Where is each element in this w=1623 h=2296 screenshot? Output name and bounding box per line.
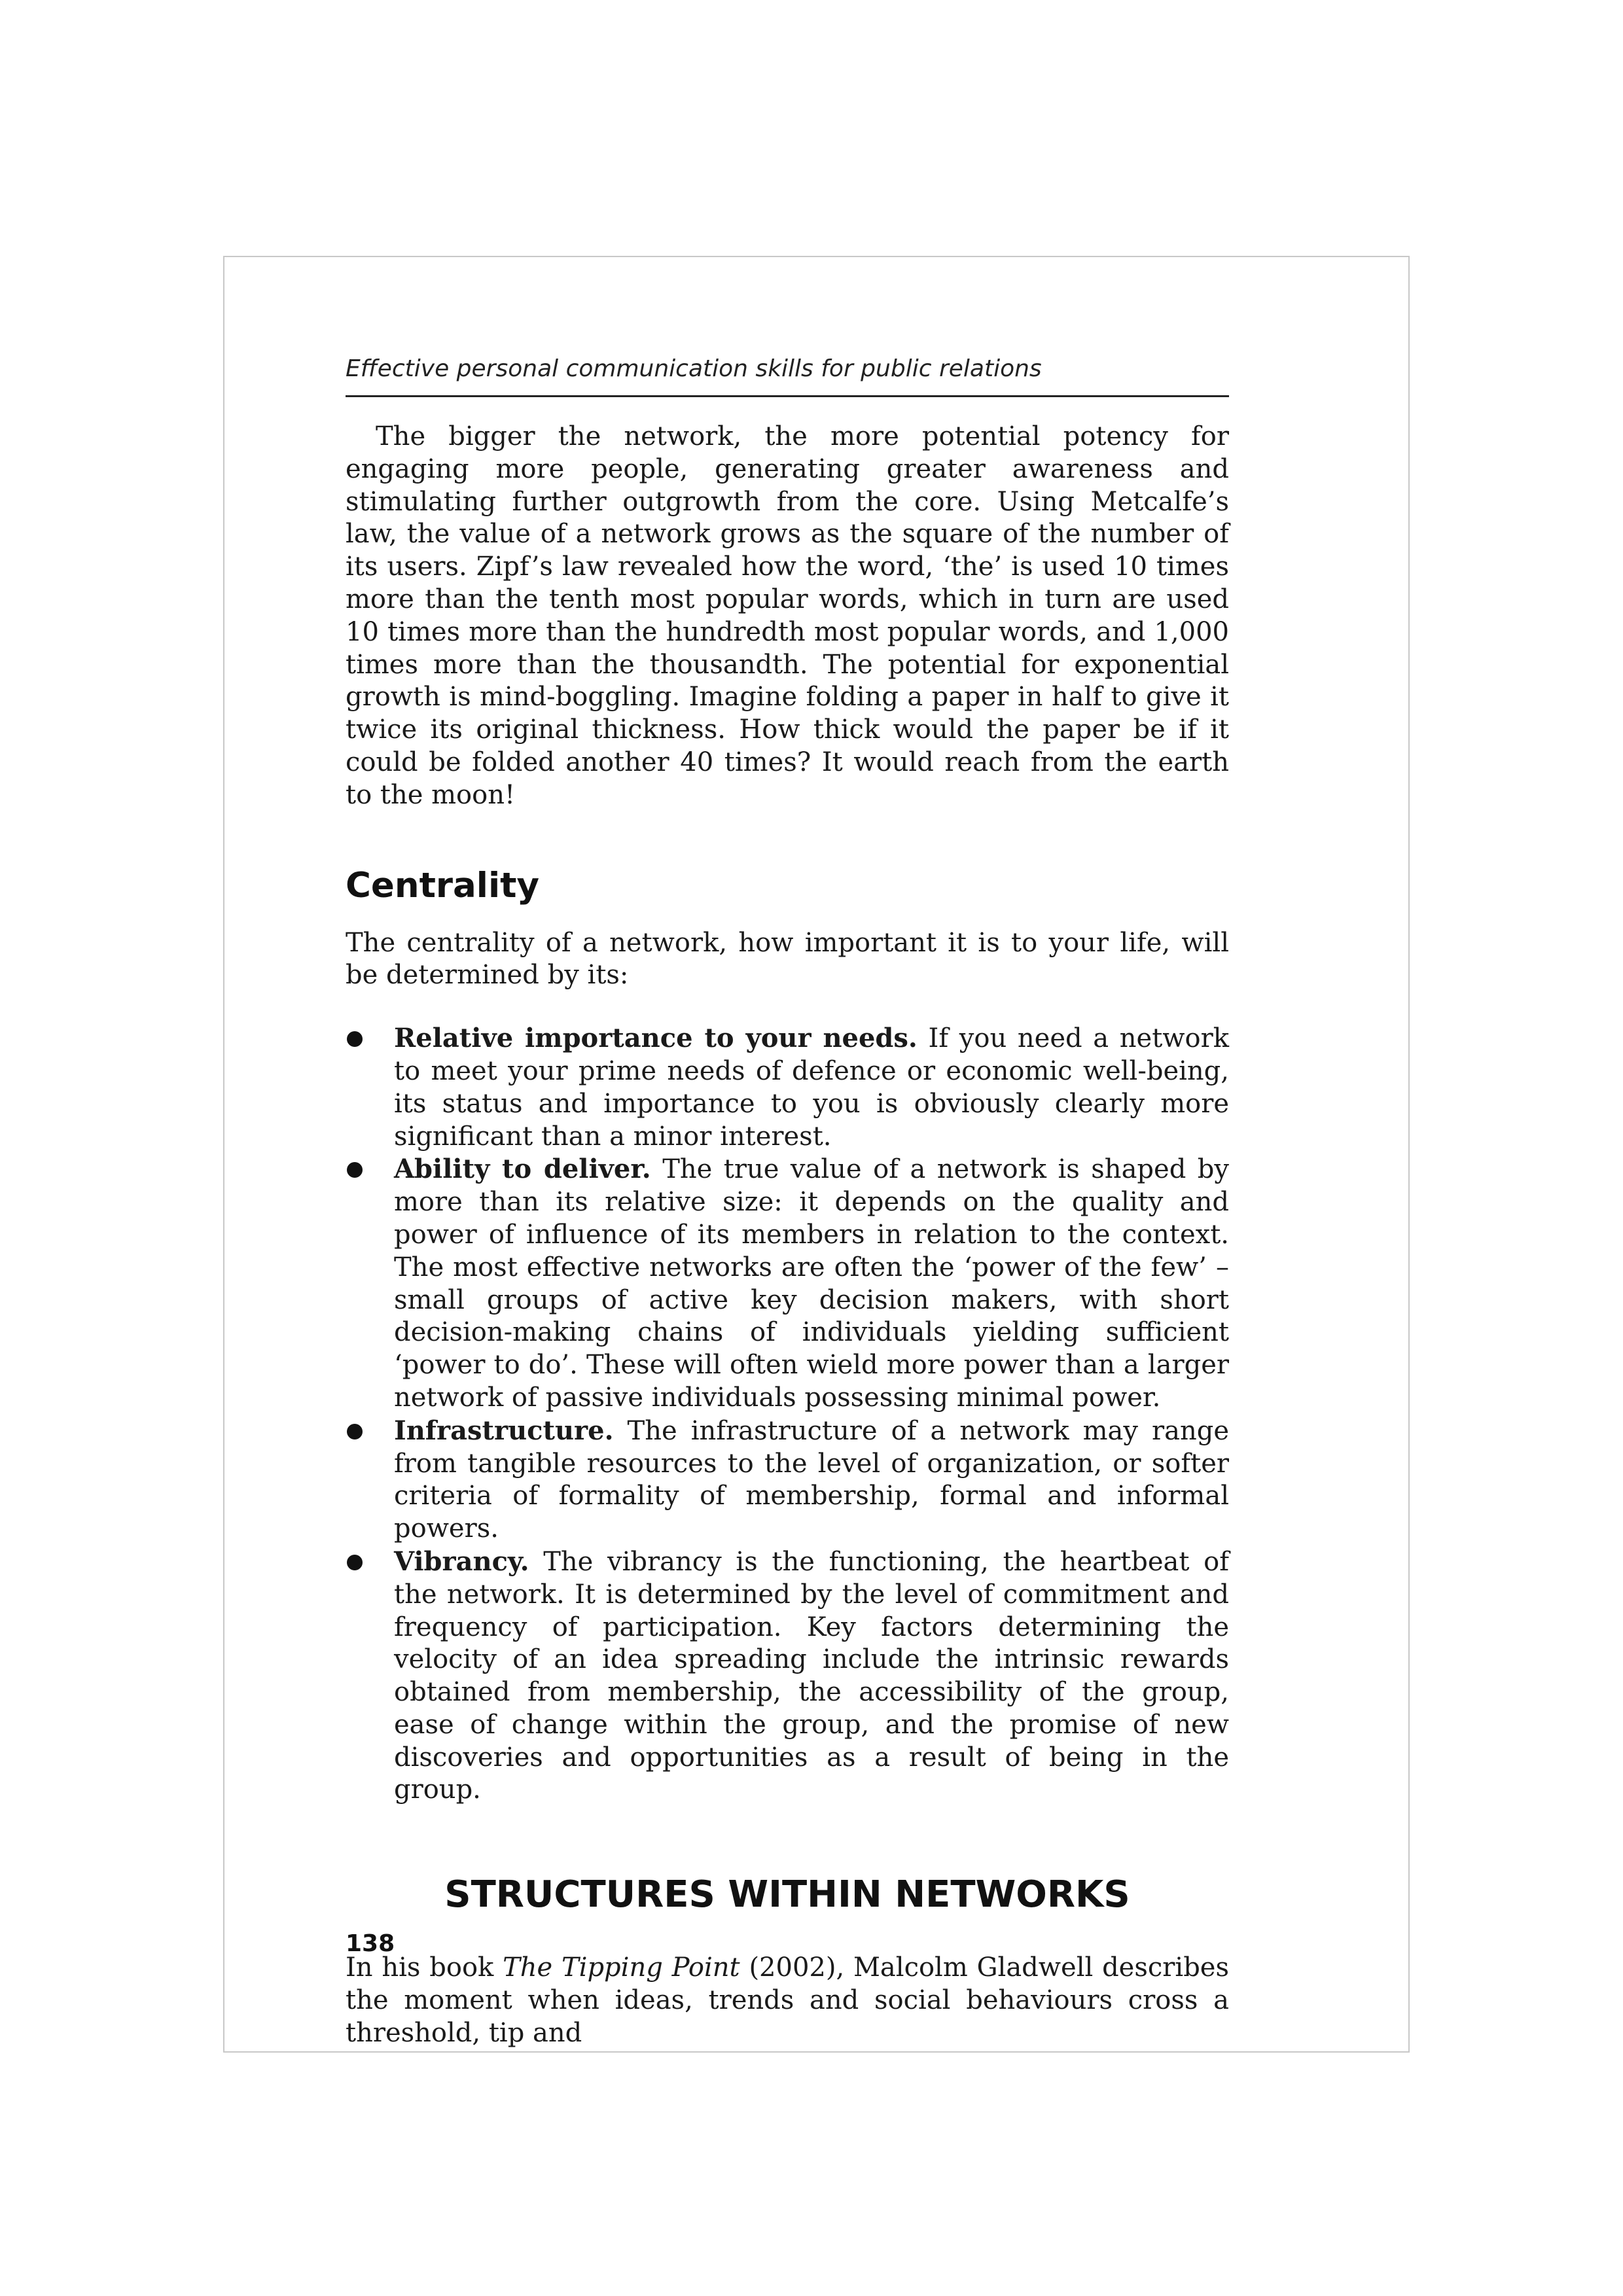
bullet-lead: Vibrancy.: [394, 1545, 529, 1577]
bullet-lead: Infrastructure.: [394, 1415, 614, 1446]
bullet-item: [346, 1022, 1229, 1153]
centrality-intro: The centrality of a network, how important it is to your life, will be determined by its:: [346, 927, 1229, 991]
bullet-lead: Ability to deliver.: [394, 1154, 651, 1185]
section-heading-centrality: Centrality: [346, 865, 540, 906]
bullet-item: [346, 1415, 1229, 1545]
bullet-text: The true value of a network is shaped by more than its relative size: it depends on the quality and power of influence of its members in relation to the context. The most effective networks are often the ‘power of the few’ – small groups of active key decision makers, with short decision-making chains of individuals yielding sufficient ‘power to do’. These will often wield more power than a larger network of passive individuals possessing minimal power.: [394, 1154, 1229, 1413]
structures-paragraph: [346, 1952, 1229, 2049]
centrality-bullet-list: [346, 1022, 1229, 1807]
page-number: 138: [346, 1930, 395, 1957]
page-content: [346, 352, 1229, 2050]
section-heading-structures: STRUCTURES WITHIN NETWORKS: [444, 1873, 1130, 1916]
book-title: The Tipping Point: [503, 1952, 740, 1983]
bullet-dot-icon: [347, 1555, 363, 1570]
bullet-lead: Relative importance to your needs.: [394, 1023, 918, 1054]
body-paragraph: The bigger the network, the more potential potency for engaging more people, generating greater awareness and stimulating further outgrowth from the core. Using Metcalfe’s law, the value of a network grows as the square of the number of its users. Zipf’s law revealed how the word, ‘the’ is used 10 times more than the tenth most popular words, which in turn are used 10 times more than the hundredth most popular words, and 1,000 times more than the thousandth. The potential for exponential growth is mind-boggling. Imagine folding a paper in half to give it twice its original thickness. How thick would the paper be if it could be folded another 40 times? It would reach from the earth to the moon!: [346, 421, 1229, 810]
paragraph-text-end: (2002), Malcolm Gladwell describes the moment when ideas, trends and social behaviours cross a threshold, tip and: [346, 1952, 1230, 2048]
bullet-item: [346, 1153, 1229, 1414]
running-head: Effective personal communication skills for public relations: [346, 352, 1229, 397]
paragraph-text-start: In his book: [346, 1952, 503, 1983]
bullet-text: The infrastructure of a network may range from tangible resources to the level of organization, or softer criteria of formality of membership, formal and informal powers.: [394, 1415, 1229, 1544]
bullet-text: The vibrancy is the functioning, the heartbeat of the network. It is determined by the level of commitment and frequency of participation. Key factors determining the velocity of an idea spreading include the intrinsic rewards obtained from membership, the accessibility of the group, ease of change within the group, and the promise of new discoveries and opportunities as a result of being in the group.: [394, 1546, 1229, 1805]
bullet-dot-icon: [347, 1162, 363, 1178]
bullet-dot-icon: [347, 1031, 363, 1047]
bullet-text: If you need a network to meet your prime needs of defence or economic well-being, its status and importance to you is obviously clearly more significant than a minor interest.: [394, 1023, 1229, 1152]
bullet-dot-icon: [347, 1424, 363, 1439]
bullet-item: [346, 1545, 1229, 1807]
